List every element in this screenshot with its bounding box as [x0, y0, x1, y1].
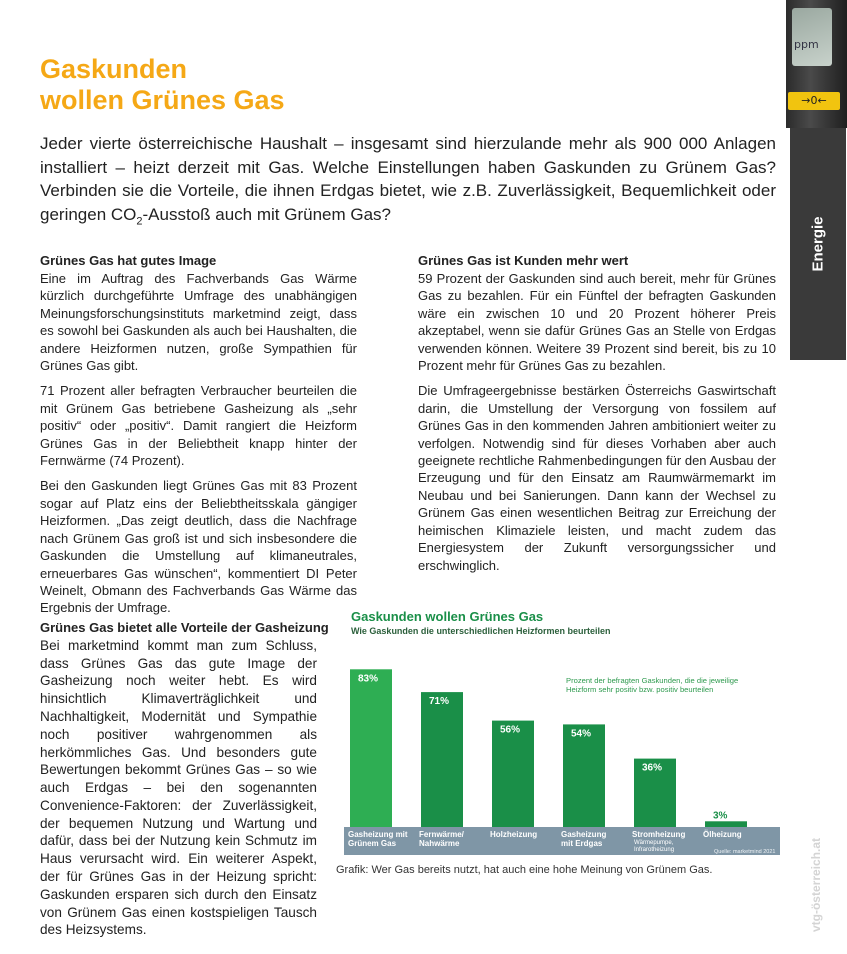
website-watermark: [804, 820, 828, 950]
chart-value-label-4: 54%: [571, 728, 592, 740]
bar-chart-svg: [336, 604, 782, 858]
chart-value-label-1: 83%: [358, 673, 379, 685]
chart-category-label-2-line-1: Fernwärme/: [419, 830, 464, 839]
chart-category-sublabel-5-line-1: Wärmepumpe,: [634, 840, 674, 846]
title-line-1: Gaskunden: [40, 54, 188, 84]
lead-subscript: 2: [136, 214, 143, 227]
chart-category-label-1-line-2: Grünem Gas: [348, 839, 397, 848]
title-line-2: wollen Grünes Gas: [40, 85, 285, 115]
chart-category-label-4-line-1: Gasheizung: [561, 830, 607, 839]
chart-bar-4: [563, 724, 605, 827]
section-tab-label: Energie: [809, 216, 827, 272]
chart-value-label-3: 56%: [500, 724, 521, 736]
chart-legend-note-line-1: Prozent der befragten Gaskunden, die die jeweilige: [566, 676, 739, 685]
chart-category-sublabel-5-line-2: Infrarotheizung: [634, 847, 675, 853]
chart-source: Quelle: marketmind 2021: [714, 849, 776, 855]
chart-category-label-6-line-1: Ölheizung: [703, 830, 742, 839]
chart-bar-6: [705, 821, 747, 827]
lead-text-b: -Ausstoß auch mit Grünem Gas?: [142, 204, 391, 224]
heading-image: Grünes Gas hat gutes Image: [40, 253, 217, 268]
left-column: [40, 252, 357, 947]
website-watermark-text: vtg-österreich.at: [809, 837, 823, 933]
chart-value-label-6: 3%: [713, 810, 728, 822]
paragraph-71-prozent: 71 Prozent aller befragten Verbraucher beurteilen die mit Grünem Gas betriebene Gasheizung als „sehr positiv“ oder „positiv“. Damit rangiert die Heizform Grünes Gas in der Beliebtheit knapp hinter der Fernwärme (74 Prozent).: [40, 383, 357, 469]
section-tab-energie: [790, 128, 846, 360]
chart-value-label-2: 71%: [429, 696, 450, 708]
bar-chart: [336, 604, 782, 858]
lead-paragraph: [40, 132, 776, 233]
paragraph-umfrage: Eine im Auftrag des Fachverbands Gas Wärme kürzlich durchgeführte Umfrage des unabhängigen Meinungsforschungsinstituts marketmind zeigt, dass es sowohl bei Gaskunden als auch bei Haushalten, die andere Heizformen nutzen, große Sympathien für Grünes Gas gibt.: [40, 271, 357, 374]
chart-category-label-4-line-2: mit Erdgas: [561, 839, 603, 848]
right-column: [418, 252, 776, 582]
chart-bar-2: [421, 692, 463, 827]
paragraph-marketmind: Bei marketmind kommt man zum Schluss, dass Grünes Gas das gute Image der Gasheizung noch weiter hebt. Es wird hinsichtlich Klimaverträglichkeit und Nachhaltigkeit, Modernität und Sympathie noch positiver wahrgenommen als herkömmliches Gas. Und besonders gute Bewertungen bekommt Grünes Gas – so wie auch Erdgas – bei den sogenannten Convenience-Faktoren: der Zuverlässigkeit, der bequemen Nutzung und Wartung und dafür, dass bei der Nutzung kein Schmutz im Haus verursacht wird. Ein weiterer Aspekt, der für Grünes Gas in der Heizung spricht: Gaskunden ersparen sich durch den Einsatz von Grünem Gas einen kostspieligen Tausch des Heizsystems.: [40, 637, 317, 938]
heading-mehr-wert: Grünes Gas ist Kunden mehr wert: [418, 253, 629, 268]
chart-title: Gaskunden wollen Grünes Gas: [351, 609, 544, 624]
chart-subtitle: Wie Gaskunden die unterschiedlichen Heizformen beurteilen: [351, 626, 611, 636]
chart-category-label-1-line-1: Gasheizung mit: [348, 830, 408, 839]
chart-category-label-2-line-2: Nahwärme: [419, 839, 460, 848]
meter-device-photo: [786, 0, 847, 128]
chart-legend-note-line-2: Heizform sehr positiv bzw. positiv beurteilen: [566, 685, 714, 694]
paragraph-59-prozent: 59 Prozent der Gaskunden sind auch bereit, mehr für Grünes Gas zu bezahlen. Für ein Fünftel der befragten Gaskunden wäre ein zwischen 10 und 20 Prozent höherer Preis akzeptabel, wenn sie dafür Grünes Gas an Stelle von Erdgas verwenden können. Weitere 39 Prozent sind bereit, bis zu 10 Prozent mehr für Grünes Gas zu bezahlen.: [418, 271, 776, 374]
meter-unit-label: ppm: [794, 38, 819, 51]
chart-caption: Grafik: Wer Gas bereits nutzt, hat auch eine hohe Meinung von Grünem Gas.: [336, 864, 713, 876]
chart-category-label-3-line-1: Holzheizung: [490, 830, 538, 839]
heading-vorteile: Grünes Gas bietet alle Vorteile der Gasheizung: [40, 619, 329, 635]
lead-text-a: Jeder vierte österreichische Haushalt – insgesamt sind hierzulande mehr als 900 000 Anlagen installiert – heizt derzeit mit Gas. Welche Einstellungen haben Gaskunden zu Grünem Gas? Verbinden sie die Vorteile, die ihnen Erdgas bietet, wie z.B. Zuverlässigkeit, Bequemlichkeit oder geringen CO: [40, 134, 776, 224]
meter-display: [792, 8, 832, 66]
chart-bar-3: [492, 721, 534, 827]
chart-bar-1: [350, 669, 392, 827]
paragraph-83-prozent: Bei den Gaskunden liegt Grünes Gas mit 83 Prozent sogar auf Platz eins der Beliebtheitsskala gängiger Heizformen. „Das zeigt deutlich, dass die Nachfrage nach Grünem Gas groß ist und sich insbesondere die Gaskunden die Umstellung auf klimaneutrales, erneuerbares Gas wünschen“, kommentiert DI Peter Weinelt, Obmann des Fachverbands Gas Wärme das Ergebnis der Umfrage.: [40, 478, 357, 616]
article-title: [40, 54, 285, 116]
chart-category-label-5-line-1: Stromheizung: [632, 830, 686, 839]
chart-value-label-5: 36%: [642, 762, 663, 774]
paragraph-umfrageergebnisse: Die Umfrageergebnisse bestärken Österreichs Gaswirtschaft darin, die Umstellung der Versorgung von fossilem auf Grünes Gas in den kommenden Jahren ambitioniert weiter zu verfolgen. Notwendig sind für dieses Vorhaben aber auch geeignete rechtliche Rahmenbedingungen für den Ausbau der Erzeugung und für den Einsatz am Raumwärmemarkt im Neubau und bei Sanierungen. Dann kann der Wechsel zu Grünem Gas einen wesentlichen Beitrag zur Erreichung der heimischen Klimaziele leisten, und macht zudem das Energiesystem der Zukunft versorgungssicher und erschwinglich.: [418, 383, 776, 573]
meter-zero-button: →0←: [788, 92, 840, 110]
